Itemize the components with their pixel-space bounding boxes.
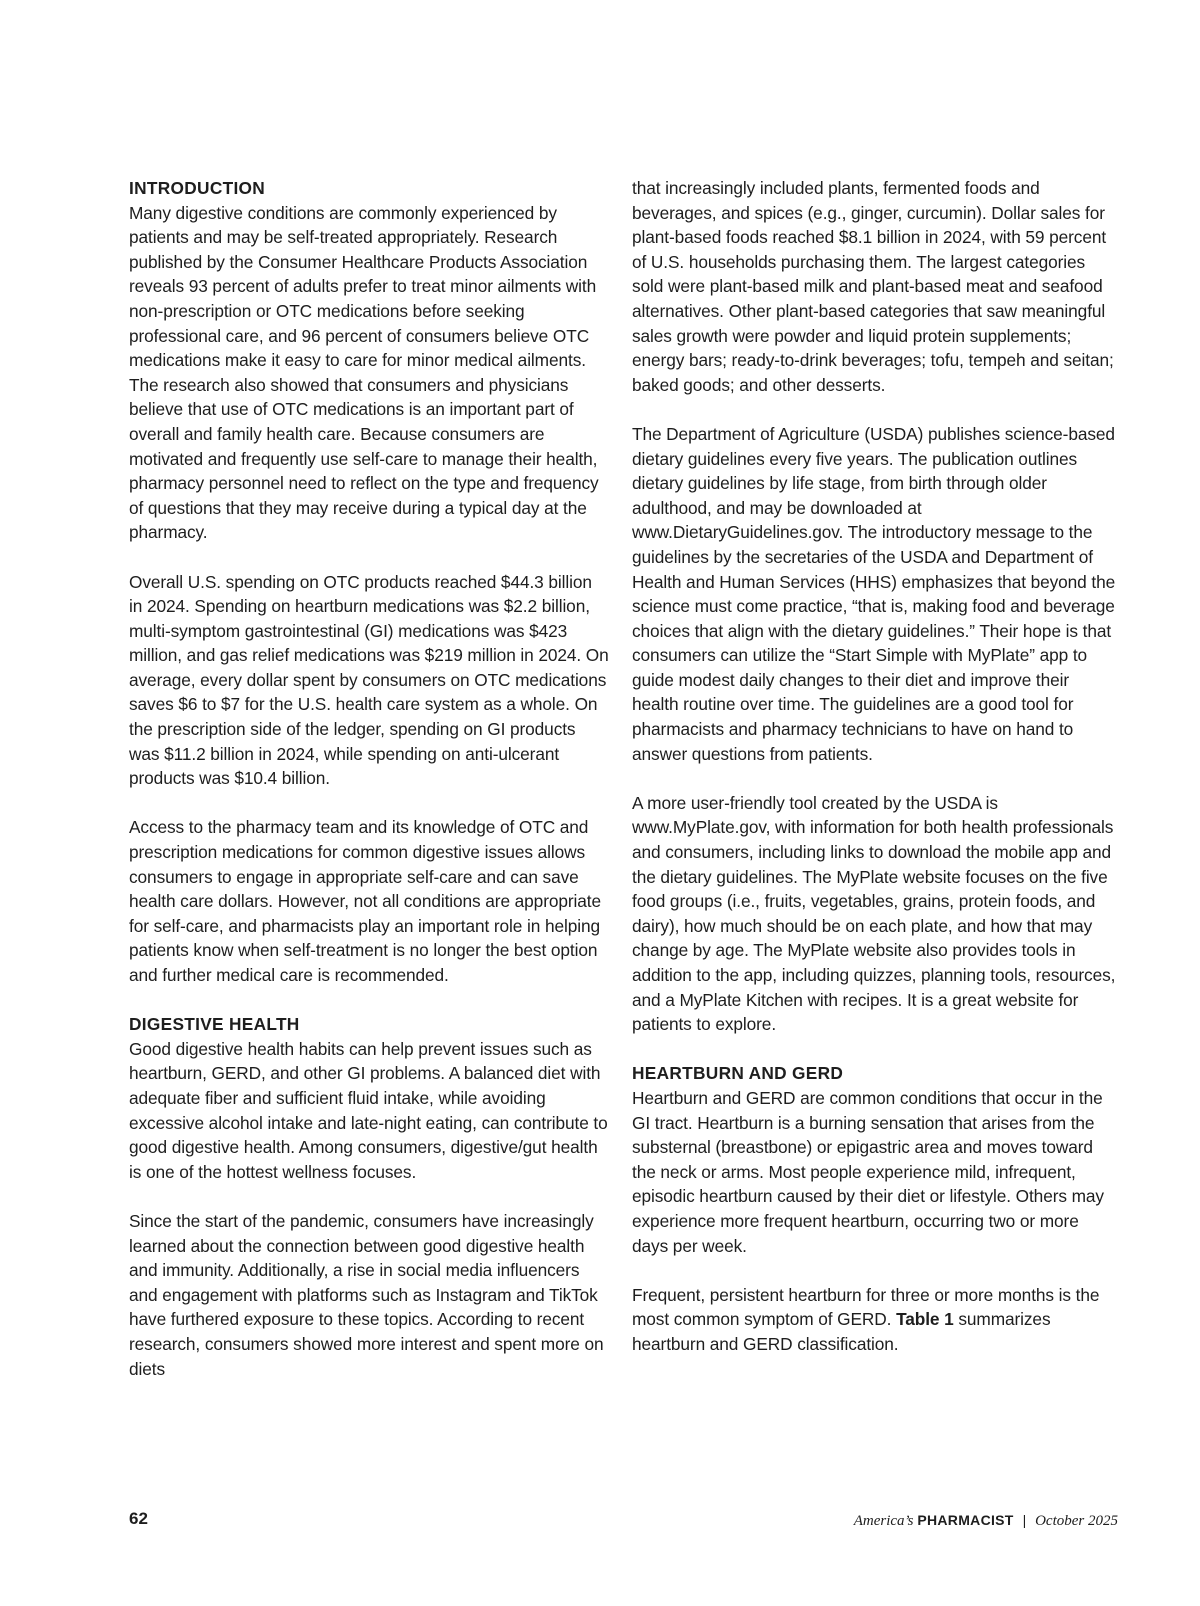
body-paragraph <box>632 1283 1118 1357</box>
section-heading-heartburn-gerd: HEARTBURN AND GERD <box>632 1063 844 1084</box>
masthead <box>854 1512 1118 1530</box>
section-heading-digestive-health: DIGESTIVE HEALTH <box>129 1014 300 1035</box>
body-paragraph: The Department of Agriculture (USDA) publishes science-based dietary guidelines every five years. The publication outlines dietary guidelines by life stage, from birth through older adulthood, and may be downloaded at www.DietaryGuidelines.gov. The introductory message to the guidelines by the secretaries of the USDA and Department of Health and Human Services (HHS) emphasizes that beyond the science must come practice, “that is, making food and beverage choices that align with the dietary guidelines.” Their hope is that consumers can utilize the “Start Simple with MyPlate” app to guide modest daily changes to their diet and improve their health routine over time. The guidelines are a good tool for pharmacists and pharmacy technicians to have on hand to answer questions from patients. <box>632 423 1116 764</box>
issue-date: October 2025 <box>1035 1513 1118 1529</box>
body-paragraph: Access to the pharmacy team and its knowledge of OTC and prescription medications for common digestive issues allows consumers to engage in appropriate self-care and can save health care dollars. However, not all conditions are appropriate for self-care, and pharmacists play an important role in helping patients know when self-treatment is no longer the best option and further medical care is recommended. <box>129 817 601 985</box>
body-paragraph: Overall U.S. spending on OTC products reached $44.3 billion in 2024. Spending on heartburn medications was $2.2 billion, multi-symptom gastrointestinal (GI) medications was $423 million, and gas relief medications was $219 million in 2024. On average, every dollar spent by consumers on OTC medications saves $6 to $7 for the U.S. health care system as a whole. On the prescription side of the ledger, spending on GI products was $11.2 billion in 2024, while spending on anti-ulcerant products was $10.4 billion. <box>129 571 609 789</box>
masthead-separator: | <box>1022 1512 1027 1528</box>
section-heading-introduction: INTRODUCTION <box>129 178 266 198</box>
body-paragraph: Since the start of the pandemic, consumers have increasingly learned about the connection between good digestive health and immunity. Additionally, a rise in social media influencers and engagement with platforms such as Instagram and TikTok have furthered exposure to these topics. According to recent research, consumers showed more interest and spent more on diets <box>129 1210 604 1379</box>
page-number: 62 <box>129 1509 148 1528</box>
paragraph-text: Frequent, persistent heartburn for three or more months is the most common symptom of GERD. <box>632 1284 1100 1330</box>
body-paragraph: that increasingly included plants, fermented foods and beverages, and spices (e.g., ginger, curcumin). Dollar sales for plant-based foods reached $8.1 billion in 2024, with 59 percent of U.S. households purchasing them. The largest categories sold were plant-based milk and plant-based meat and seafood alternatives. Other plant-based categories that saw meaningful sales growth were powder and liquid protein supplements; energy bars; ready-to-drink beverages; tofu, tempeh and seitan; baked goods; and other desserts. <box>632 178 1114 395</box>
body-paragraph: A more user-friendly tool created by the USDA is www.MyPlate.gov, with information for both health professionals and consumers, including links to download the mobile app and the dietary guidelines. The MyPlate website focuses on the five food groups (i.e., fruits, vegetables, grains, protein foods, and dairy), how much should be on each plate, and how that may change by age. The MyPlate website also provides tools in addition to the app, including quizzes, planning tools, resources, and a MyPlate Kitchen with recipes. It is a great website for patients to explore. <box>632 792 1116 1035</box>
body-paragraph: Many digestive conditions are commonly experienced by patients and may be self-treated appropriately. Research published by the Consumer Healthcare Products Association reveals 93 percent of adults prefer to treat minor ailments with non-prescription or OTC medications before seeking professional care, and 96 percent of consumers believe OTC medications make it easy to care for minor medical ailments. The research also showed that consumers and physicians believe that use of OTC medications is an important part of overall and family health care. Because consumers are motivated and frequently use self-care to manage their health, pharmacy personnel need to reflect on the type and frequency of questions that they may receive during a typical day at the pharmacy. <box>129 202 599 543</box>
body-paragraph: Good digestive health habits can help prevent issues such as heartburn, GERD, and other GI problems. A balanced diet with adequate fiber and sufficient fluid intake, while avoiding excessive alcohol intake and late-night eating, can contribute to good digestive health. Among consumers, digestive/gut health is one of the hottest wellness focuses. <box>129 1038 608 1182</box>
body-paragraph: Heartburn and GERD are common conditions that occur in the GI tract. Heartburn is a burning sensation that arises from the substernal (breastbone) or epigastric area and moves toward the neck or arms. Most people experience mild, infrequent, episodic heartburn caused by their diet or lifestyle. Others may experience more frequent heartburn, occurring two or more days per week. <box>632 1087 1104 1256</box>
right-column <box>632 176 1118 1357</box>
table-reference: Table 1 <box>896 1309 954 1330</box>
left-column <box>129 176 609 1381</box>
masthead-brand: PHARMACIST <box>917 1512 1014 1528</box>
paragraph-text: summarizes heartburn and GERD classification. <box>632 1309 1051 1354</box>
masthead-title-italic: America’s <box>853 1513 914 1529</box>
